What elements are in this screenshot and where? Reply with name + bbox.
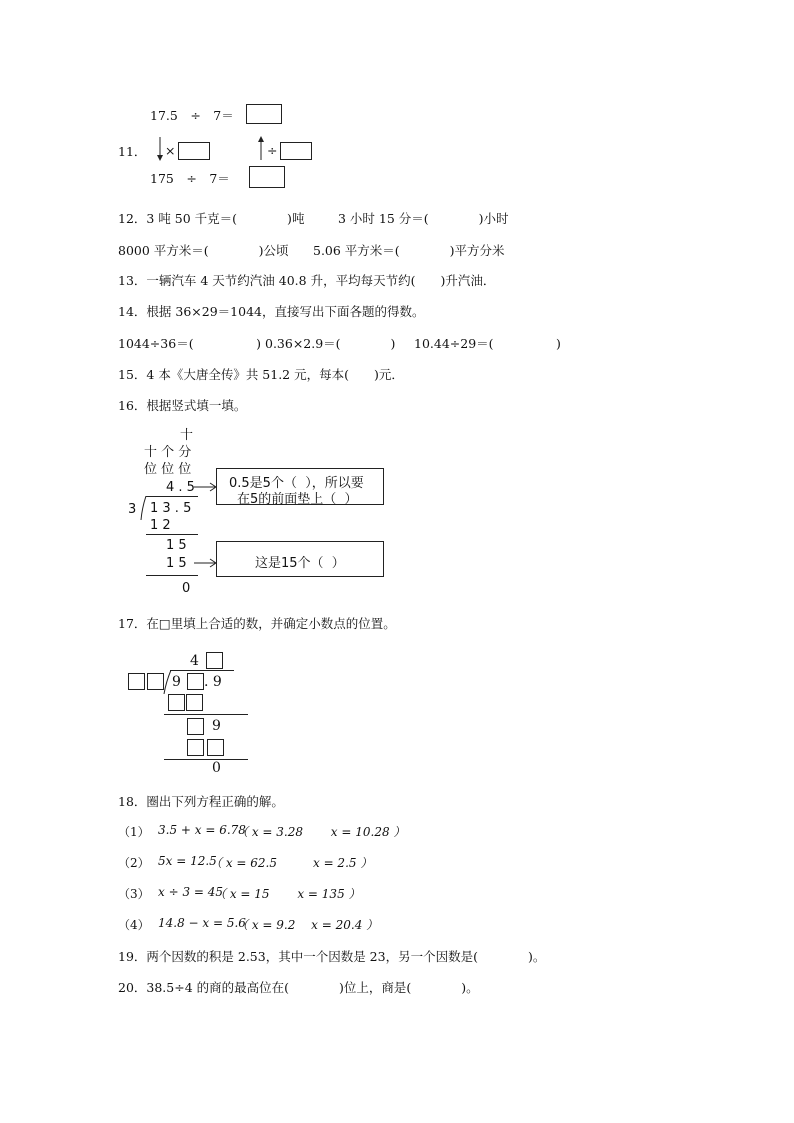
q17-quotient-box[interactable] <box>206 652 223 669</box>
q17-quotient-digit: 4 <box>190 653 199 669</box>
q18-item-2-opts[interactable]: （ x = 62.5 x = 2.5 ） <box>210 856 373 870</box>
q17-step1-box-2[interactable] <box>186 694 203 711</box>
q12-line1a: 12．3 吨 50 千克＝( )吨 <box>118 211 305 226</box>
step2: 1 5 <box>166 538 187 553</box>
q18-item-4-opts[interactable]: （ x = 9.2 x = 20.4 ） <box>236 918 379 932</box>
arrow-to-box1-icon <box>194 481 218 493</box>
q14-item-a: 1044÷36＝( ) <box>118 336 261 351</box>
q17-step2-9: 9 <box>212 718 221 734</box>
q18-item-1-eq: 3.5 + x = 6.78 <box>158 823 246 837</box>
q18-item-3-eq: x ÷ 3 = 45 <box>158 885 224 899</box>
q17-dividend-box[interactable] <box>187 673 204 690</box>
q13-text: 13．一辆汽车 4 天节约汽油 40.8 升，平均每天节约( )升汽油． <box>118 273 496 288</box>
q18-item-1-idx: （1） <box>118 825 150 839</box>
division-bracket <box>140 496 148 520</box>
bar-2 <box>146 575 198 576</box>
step1: 1 2 <box>150 518 171 533</box>
q11-label: 11． <box>118 144 147 159</box>
q17-bar-2 <box>164 759 248 760</box>
q17-dividend-9: 9 <box>172 674 181 690</box>
up-arrow-icon <box>256 134 266 162</box>
q17-remainder: 0 <box>212 760 221 776</box>
q18-item-4-idx: （4） <box>118 918 150 932</box>
q14-title: 14．根据 36×29＝1044，直接写出下面各题的得数。 <box>118 304 425 319</box>
q11-answer-box-4[interactable] <box>249 166 285 188</box>
explain-box-1[interactable] <box>216 468 384 505</box>
explain-box-1-line1: 0.5是5个（ ），所以要 <box>229 476 364 491</box>
q17-step3-box-1[interactable] <box>187 739 204 756</box>
q11-bottom-row: 175 ÷ 7＝ <box>150 171 230 186</box>
q14-item-b: 0.36×2.9＝( ) <box>265 336 396 351</box>
q18-item-3-idx: （3） <box>118 887 150 901</box>
place-names-row2: 位 位 位 <box>144 462 192 477</box>
quotient: 4 . 5 <box>166 480 195 495</box>
q12-line2b: 5.06 平方米＝( )平方分米 <box>313 243 505 258</box>
division-bar <box>146 496 198 497</box>
q17-bar-1 <box>164 714 248 715</box>
q18-item-2-idx: （2） <box>118 856 150 870</box>
bar-1 <box>146 534 198 535</box>
q12-line2a: 8000 平方米＝( )公顷 <box>118 243 289 258</box>
remainder: 0 <box>182 581 191 596</box>
q11-answer-box-1[interactable] <box>246 104 282 124</box>
q16-title: 16．根据竖式填一填。 <box>118 398 247 413</box>
down-arrow-icon <box>155 135 165 163</box>
explain-box-2-text: 这是15个（ ） <box>255 556 345 571</box>
q17-divisor-box-1[interactable] <box>128 673 145 690</box>
q17-title: 17．在□里填上合适的数，并确定小数点的位置。 <box>118 616 396 631</box>
q18-item-3-opts[interactable]: （ x = 15 x = 135 ） <box>214 887 361 901</box>
q18-item-4-eq: 14.8 − x = 5.6 <box>158 916 246 930</box>
explain-box-2[interactable] <box>216 541 384 577</box>
q15-text: 15．4 本《大唐全传》共 51.2 元，每本( )元． <box>118 367 404 382</box>
q18-title: 18．圈出下列方程正确的解。 <box>118 794 284 809</box>
q20-text: 20．38.5÷4 的商的最高位在( )位上，商是( )。 <box>118 980 479 995</box>
q11-answer-box-2[interactable] <box>178 142 210 160</box>
q17-step1-box-1[interactable] <box>168 694 185 711</box>
q14-item-c: 10.44÷29＝( ) <box>414 336 561 351</box>
q19-text: 19．两个因数的积是 2.53，其中一个因数是 23，另一个因数是( )。 <box>118 949 546 964</box>
explain-box-1-line2: 在5的前面垫上（ ） <box>237 492 358 507</box>
dividend: 1 3 . 5 <box>150 501 192 516</box>
q18-item-2-eq: 5x = 12.5 <box>158 854 217 868</box>
q11-times-sign: × <box>165 143 176 158</box>
place-shi-top: 十 <box>180 428 194 443</box>
q17-dividend-dot9: . 9 <box>204 674 222 690</box>
place-names-row: 十 个 分 <box>144 445 192 460</box>
divisor: 3 <box>128 502 137 517</box>
q18-item-1-opts[interactable]: （ x = 3.28 x = 10.28 ） <box>236 825 406 839</box>
q17-division-bar <box>170 670 234 671</box>
q17-step2-box[interactable] <box>187 718 204 735</box>
q11-top-row: 17.5 ÷ 7＝ <box>150 108 234 123</box>
q11-div-sign: ÷ <box>267 143 278 158</box>
step3: 1 5 <box>166 556 187 571</box>
q12-line1b: 3 小时 15 分＝( )小时 <box>338 211 509 226</box>
q17-divisor-box-2[interactable] <box>147 673 164 690</box>
q17-step3-box-2[interactable] <box>207 739 224 756</box>
arrow-to-box2-icon <box>194 557 218 569</box>
q11-answer-box-3[interactable] <box>280 142 312 160</box>
